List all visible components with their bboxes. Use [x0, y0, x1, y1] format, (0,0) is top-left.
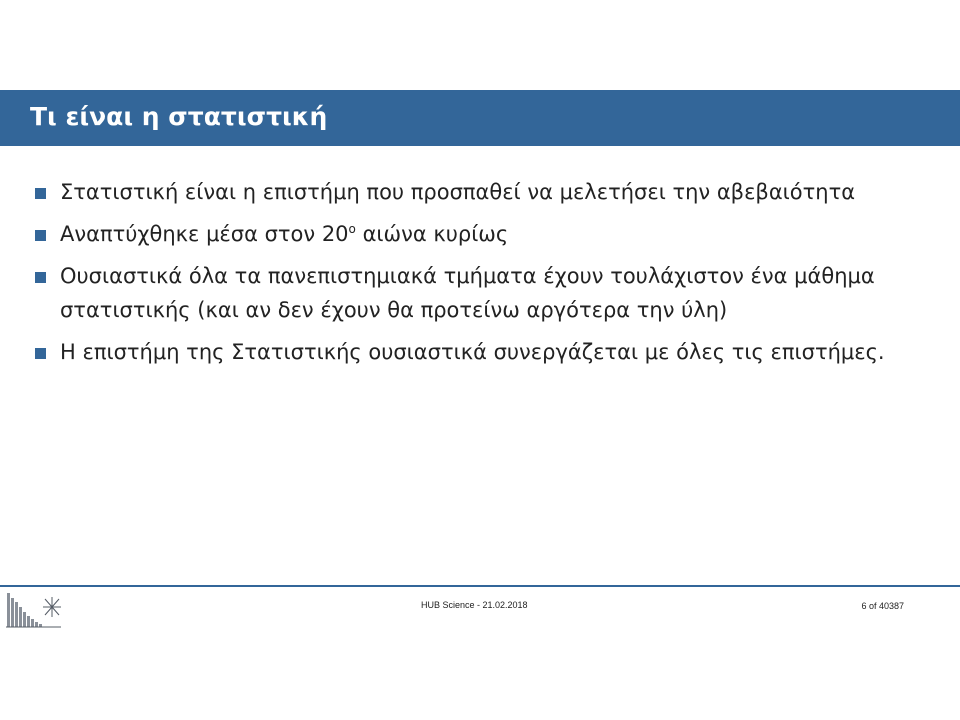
bullet-text: Στατιστική είναι η επιστήμη που προσπαθεί να μελετήσει την αβεβαιότητα [60, 180, 856, 204]
slide-title: Τι είναι η στατιστική [30, 102, 328, 131]
bullet-item [35, 217, 935, 251]
square-bullet-icon [35, 272, 46, 283]
bullet-text: Ουσιαστικά όλα τα πανεπιστημιακά τμήματα έχουν τουλάχιστον ένα μάθημα στατιστικής (και αν δεν έχουν θα προτείνω αργότερα την ύλη) [60, 264, 875, 322]
square-bullet-icon [35, 230, 46, 241]
square-bullet-icon [35, 188, 46, 199]
bullet-item [35, 259, 935, 327]
footer-event: HUB Science - 21.02.2018 [421, 600, 528, 610]
bullet-text: Η επιστήμη της Στατιστικής ουσιαστικά συνεργάζεται με όλες τις επιστήμες. [60, 340, 885, 364]
footer-divider [0, 585, 960, 587]
bullet-list [35, 175, 935, 377]
square-bullet-icon [35, 348, 46, 359]
histogram-logo-icon [5, 589, 63, 629]
superscript-ordinal: ο [348, 222, 356, 236]
bullet-item [35, 335, 935, 369]
page-number: 6 of 40387 [861, 601, 904, 611]
bullet-text: Αναπτύχθηκε μέσα στον 20 [60, 222, 349, 246]
title-bar [0, 90, 960, 146]
bullet-item [35, 175, 935, 209]
bullet-text-continued: αιώνα κυρίως [355, 222, 509, 246]
